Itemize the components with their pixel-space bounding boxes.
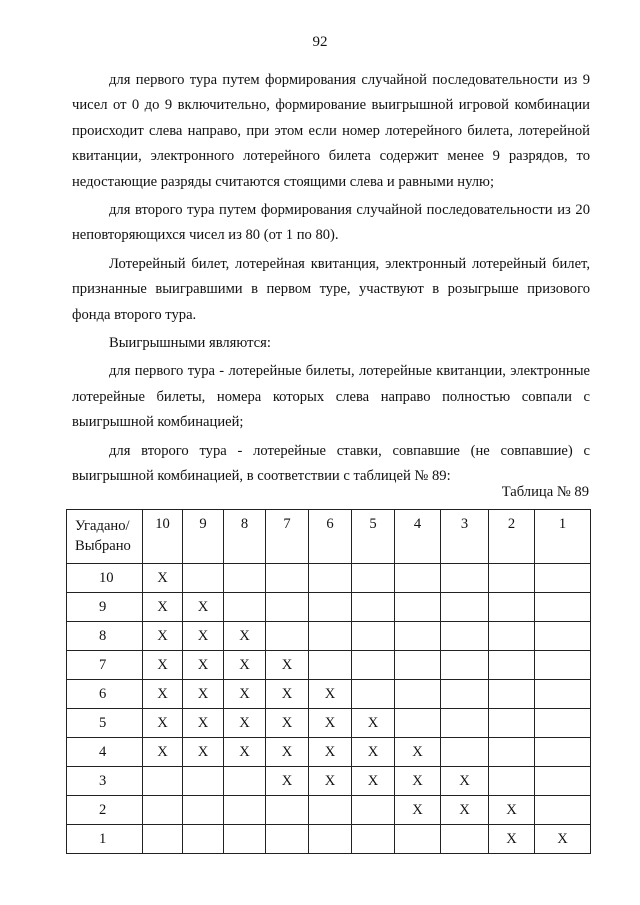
table-cell: X [143,738,183,767]
table-cell [143,767,183,796]
table-cell [489,738,535,767]
paragraph-winning-intro: Выигрышными являются: [109,335,271,352]
column-header-3: 3 [441,510,489,564]
table-cell [183,564,224,593]
column-header-8: 8 [224,510,266,564]
row-label: 4 [67,738,143,767]
table-cell [441,622,489,651]
table-cell: X [224,622,266,651]
paragraph-winning-first-round: для первого тура - лотерейные билеты, лотерейные квитанции, электронные лотерейные билеты, номера которых слева направо полностью совпали с выигрышной комбинацией; [72,363,590,431]
table-cell: X [489,825,535,854]
row-label: 6 [67,680,143,709]
column-header-1: 1 [535,510,591,564]
table-cell [395,622,441,651]
body-text [72,68,590,490]
table-row [67,651,591,680]
table-cell [489,651,535,680]
table-cell [535,709,591,738]
table-cell [266,622,309,651]
table-cell [441,825,489,854]
corner-label-chosen: Выбрано [75,538,131,554]
table-cell [266,796,309,825]
column-header-6: 6 [309,510,352,564]
table-cell [352,622,395,651]
table-cell: X [183,709,224,738]
table-row [67,680,591,709]
table-cell [352,564,395,593]
column-header-2: 2 [489,510,535,564]
table-cell [441,564,489,593]
table-cell: X [266,651,309,680]
table-cell: X [224,651,266,680]
table-caption: Таблица № 89 [501,484,589,500]
table-cell [395,680,441,709]
row-label: 1 [67,825,143,854]
table-cell [535,564,591,593]
table-cell [352,593,395,622]
table-cell: X [266,738,309,767]
table-cell [489,709,535,738]
table-cell: X [143,680,183,709]
table-cell [309,651,352,680]
column-header-5: 5 [352,510,395,564]
table-cell: X [143,593,183,622]
page-number: 92 [312,34,328,50]
table-cell [352,651,395,680]
table-header-row [67,510,591,564]
table-cell: X [352,709,395,738]
table-cell [395,709,441,738]
table-cell: X [143,709,183,738]
table-cell [489,564,535,593]
corner-label-guessed: Угадано/ [75,518,130,534]
column-header-9: 9 [183,510,224,564]
table-cell [183,767,224,796]
table-cell: X [395,738,441,767]
table-cell: X [266,767,309,796]
table-cell [266,564,309,593]
column-header-7: 7 [266,510,309,564]
table-cell: X [395,796,441,825]
table-cell [535,738,591,767]
table-cell: X [309,709,352,738]
table-cell [441,738,489,767]
paragraph-winning-second-round: для второго тура - лотерейные ставки, совпавшие (не совпавшие) с выигрышной комбинацией, в соответствии с таблицей № 89: [72,442,590,485]
table-cell [266,593,309,622]
table-row [67,564,591,593]
table-cell [352,825,395,854]
table-cell: X [143,651,183,680]
table-cell [352,680,395,709]
paragraph-second-round: для второго тура путем формирования случайной последовательности из 20 неповторяющихся чисел из 80 (от 1 по 80). [72,202,590,244]
table-cell [309,825,352,854]
column-header-4: 4 [395,510,441,564]
table-cell: X [489,796,535,825]
table-cell [352,796,395,825]
table-cell [143,825,183,854]
table-cell [535,593,591,622]
row-label: 7 [67,651,143,680]
match-table [66,509,591,854]
table-cell [441,651,489,680]
table-cell [489,593,535,622]
table-cell [183,796,224,825]
table-cell: X [183,593,224,622]
table-row [67,796,591,825]
table-row [67,825,591,854]
table-cell [535,651,591,680]
table-cell [489,622,535,651]
row-label: 8 [67,622,143,651]
table-cell: X [183,738,224,767]
table-cell: X [183,680,224,709]
table-cell [266,825,309,854]
row-label: 9 [67,593,143,622]
table-cell: X [183,651,224,680]
table-cell [441,593,489,622]
column-header-10: 10 [143,510,183,564]
table-cell [309,622,352,651]
table-cell: X [224,709,266,738]
table-cell [489,680,535,709]
table-cell [224,796,266,825]
table-cell [224,564,266,593]
row-label: 3 [67,767,143,796]
table-row [67,622,591,651]
table-cell [535,622,591,651]
table-cell: X [224,738,266,767]
table-cell [395,593,441,622]
table-cell [395,564,441,593]
table-cell: X [352,767,395,796]
table-cell: X [309,767,352,796]
table-cell: X [266,709,309,738]
table-cell [535,796,591,825]
table-row [67,738,591,767]
table-cell [309,796,352,825]
table-cell: X [183,622,224,651]
table-row [67,709,591,738]
table-cell [535,680,591,709]
table-cell: X [395,767,441,796]
table-cell [224,767,266,796]
table-cell: X [143,622,183,651]
table-cell [309,593,352,622]
table-cell [309,564,352,593]
paragraph-first-round: для первого тура путем формирования случайной последовательности из 9 чисел от 0 до 9 включительно, формирование выигрышной игровой комбинации происходит слева направо, при этом если номер лотерейного билета, лотерейной квитанции, электронного лотерейного билета содержит менее 9 разрядов, то недостающие разряды считаются стоящими слева и равными нулю; [72,72,590,190]
table-cell: X [352,738,395,767]
table-cell [143,796,183,825]
table-corner-header [67,510,143,564]
row-label: 5 [67,709,143,738]
table-row [67,767,591,796]
row-label: 2 [67,796,143,825]
table-cell: X [309,738,352,767]
table-cell [489,767,535,796]
table-cell: X [441,796,489,825]
table-cell [441,709,489,738]
table-cell [441,680,489,709]
table-cell [183,825,224,854]
table-cell: X [441,767,489,796]
table-cell: X [143,564,183,593]
table-cell: X [224,680,266,709]
table-row [67,593,591,622]
table-cell [395,825,441,854]
table-cell: X [309,680,352,709]
table-cell [224,593,266,622]
table-cell [224,825,266,854]
table-cell: X [266,680,309,709]
table-cell [395,651,441,680]
table-cell: X [535,825,591,854]
table-cell [535,767,591,796]
row-label: 10 [67,564,143,593]
paragraph-ticket-participation: Лотерейный билет, лотерейная квитанция, электронный лотерейный билет, признанные выигравшими в первом туре, участвуют в розыгрыше призового фонда второго тура. [72,255,590,323]
